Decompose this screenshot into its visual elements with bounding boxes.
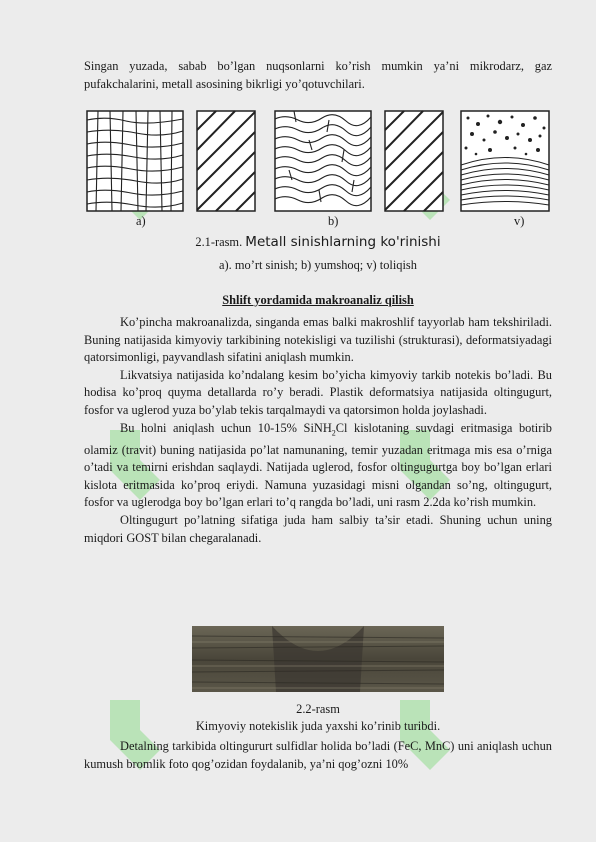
paragraph-1: Ko’pincha makroanalizda, singanda emas balki makroshlif tayyorlab ham tekshiriladi. Buning natijasida kimyoviy tarkibining notekisligi va tuzilishi (strukturasi), deformatsiyadagi qatorsimonligi, payvandlash sifatini aniqlash mumkin. (84, 315, 552, 365)
figure1-caption (84, 234, 552, 250)
body-text (84, 314, 552, 547)
paragraph-3: Bu holni aniqlash uchun 10-15% SiNH$_2$Cl kislotaning suvdagi eritmasiga botirib olamiz (travit) buning natijasida po’lat namunaning, temir yuzadan eritmaga mis esa o’rniga o’tadi va temirni erishdan saqlaydi. Natijada uglerod, fosfor oltingugurtga boy bo’lgan erlari kislota eritmasida ko’proq eriydi. Namuna yuzasidagi misni olgandan so’ng, oltingugurt, fosfor va uglerodga boy bo’lgan erlari to’q rangda bo’ladi, uni rasm 2.2da ko’rish mumkin. (84, 420, 553, 510)
brittle-fracture-image (86, 110, 184, 212)
figure-label-v: v) (514, 214, 525, 228)
figure-label-a: a) (136, 214, 146, 228)
ductile-fracture-hatch (384, 110, 444, 212)
paragraph-2: Likvatsiya natijasida ko’ndalang kesim bo’yicha kimyoviy tarkib notekis bo’ladi. Bu hodisa ko’proq quyma detallarda ro’y beradi. Plastik deformatsiya natijasida oltingugurt, fosfor va uglerod yuza bo’ylab tekis tarqalmaydi va qatorsimon holda joylashadi. (84, 367, 552, 417)
figure-label-b: b) (328, 214, 339, 228)
fatigue-fracture-image (460, 110, 550, 212)
ductile-fracture-image (274, 110, 372, 212)
body-text-bottom (84, 738, 552, 773)
fracture-figure (84, 110, 552, 228)
section-heading: Shlift yordamida makroanaliz qilish (222, 293, 414, 307)
paragraph-4: Oltingugurt po’latning sifatiga juda ham salbiy ta’sir etadi. Shuning uchun uning miqdori GOST bilan chegaralanadi. (84, 513, 552, 545)
figure2-caption-text: Kimyoviy notekislik juda yaxshi ko’rinib turibdi. (195, 719, 441, 733)
brittle-fracture-hatch (196, 110, 256, 212)
figure1-caption-number: 2.1-rasm. (195, 235, 243, 249)
weld-macro-image (192, 626, 444, 692)
intro-paragraph: Singan yuzada, sabab bo’lgan nuqsonlarni ko’rish mumkin ya’ni mikrodarz, gaz pufakchalarini, metall asosining bikrligi yo’qotuvchilari. (84, 59, 552, 91)
figure1-caption-items: a). mo’rt sinish; b) yumshoq; v) toliqish (219, 258, 417, 272)
figure1-caption-title: Metall sinishlarning ko'rinishi (245, 234, 441, 250)
paragraph-5: Detalning tarkibida oltingururt sulfidlar holida bo’ladi (FeC, MnC) uni aniqlash uchun kumush bromlik foto qog’ozidan foydalanib, ya’ni qog’ozni 10% (84, 739, 552, 771)
figure2-caption-number: 2.2-rasm (296, 702, 340, 716)
